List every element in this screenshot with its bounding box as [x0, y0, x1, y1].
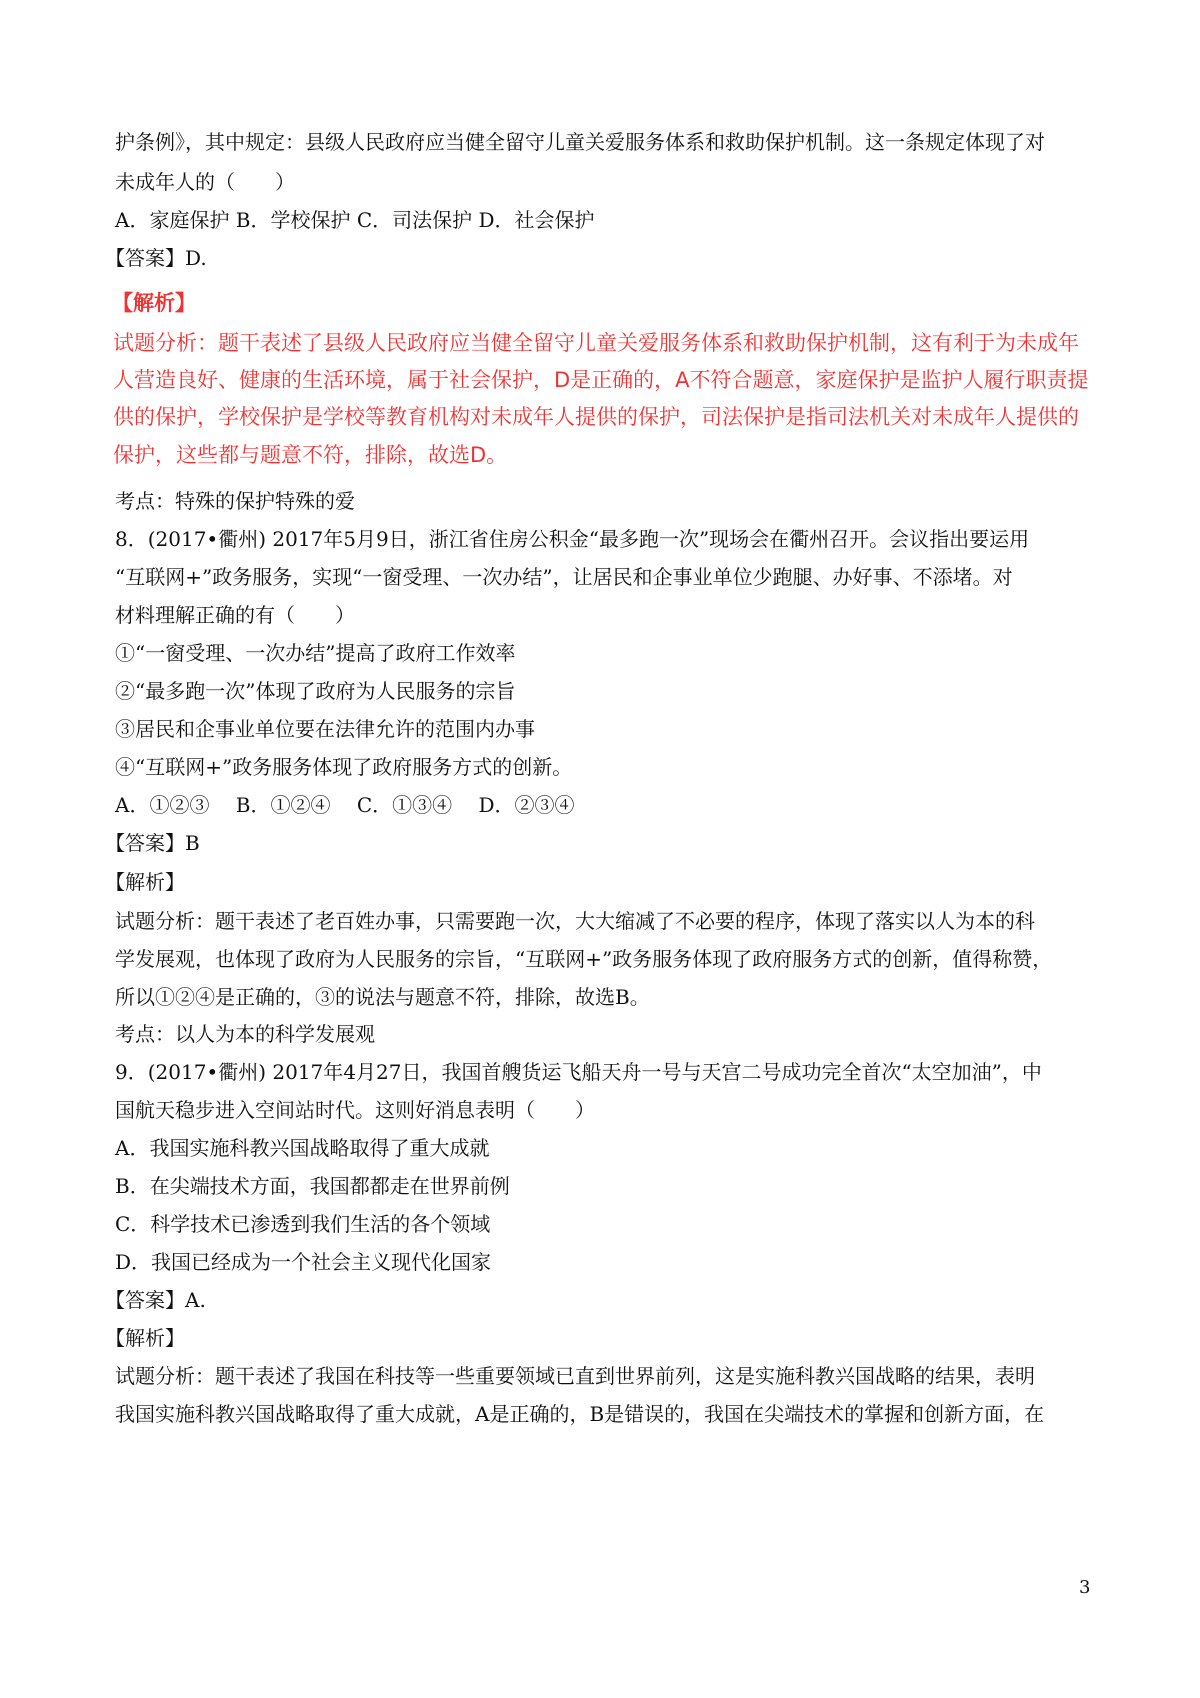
- q8-analysis-heading: 【解析】: [105, 870, 185, 894]
- q8-statement-4: ④“互联网+”政务服务体现了政府服务方式的创新。: [115, 755, 573, 779]
- q7-answer: 【答案】D.: [105, 246, 207, 270]
- q8-analysis-line-3: 所以①②④是正确的，③的说法与题意不符，排除，故选B。: [115, 985, 650, 1009]
- q7-stem-line-1: 护条例》，其中规定：县级人民政府应当健全留守儿童关爱服务体系和救助保护机制。这一条规定体现了对: [115, 130, 1045, 154]
- q8-statement-2: ②“最多跑一次”体现了政府为人民服务的宗旨: [115, 679, 516, 703]
- q8-stem-line-2: “互联网+”政务服务，实现“一窗受理、一次办结”，让居民和企事业单位少跑腿、办好事、不添堵。对: [115, 565, 1013, 589]
- q9-option-b: B．在尖端技术方面，我国都都走在世界前例: [115, 1174, 510, 1198]
- q8-stem-line-1: 8．(2017•衢州) 2017年5月9日，浙江省住房公积金“最多跑一次”现场会在衢州召开。会议指出要运用: [115, 527, 1030, 551]
- q8-statement-1: ①“一窗受理、一次办结”提高了政府工作效率: [115, 641, 516, 665]
- q9-stem-line-1: 9．(2017•衢州) 2017年4月27日，我国首艘货运飞船天舟一号与天宫二号成功完全首次“太空加油”，中: [115, 1060, 1042, 1084]
- q9-analysis-heading: 【解析】: [105, 1326, 185, 1350]
- q7-stem-line-2: 未成年人的（ ）: [115, 170, 295, 194]
- q9-option-d: D．我国已经成为一个社会主义现代化国家: [115, 1250, 492, 1274]
- q7-analysis-line-3: 供的保护，学校保护是学校等教育机构对未成年人提供的保护，司法保护是指司法机关对未成年人提供的: [113, 405, 1079, 429]
- q9-stem-line-2: 国航天稳步进入空间站时代。这则好消息表明（ ）: [115, 1098, 595, 1122]
- q8-key-point: 考点：以人为本的科学发展观: [115, 1022, 375, 1046]
- q8-statement-3: ③居民和企事业单位要在法律允许的范围内办事: [115, 717, 535, 741]
- q8-stem-line-3: 材料理解正确的有（ ）: [115, 603, 355, 627]
- page-number: 3: [1079, 1577, 1091, 1598]
- q9-option-a: A．我国实施科教兴国战略取得了重大成就: [115, 1136, 490, 1160]
- q7-analysis-line-1: 试题分析：题干表述了县级人民政府应当健全留守儿童关爱服务体系和救助保护机制，这有利于为未成年: [113, 331, 1079, 355]
- q8-options: A．①②③ B．①②④ C．①③④ D．②③④: [115, 793, 575, 817]
- q9-analysis-line-2: 我国实施科教兴国战略取得了重大成就，A是正确的，B是错误的，我国在尖端技术的掌握和创新方面，在: [115, 1402, 1045, 1426]
- q9-answer: 【答案】A.: [105, 1288, 206, 1312]
- q7-analysis-line-2: 人营造良好、健康的生活环境，属于社会保护，D是正确的，A不符合题意，家庭保护是监护人履行职责提: [113, 368, 1089, 392]
- q9-option-c: C．科学技术已渗透到我们生活的各个领域: [115, 1212, 491, 1236]
- q8-analysis-line-2: 学发展观，也体现了政府为人民服务的宗旨，“互联网+”政务服务体现了政府服务方式的创新，值得称赞，: [115, 947, 1053, 971]
- q7-analysis-heading: 【解析】: [112, 291, 196, 315]
- q7-key-point: 考点：特殊的保护特殊的爱: [115, 489, 355, 513]
- q7-analysis-line-4: 保护，这些都与题意不符，排除，故选D。: [113, 443, 508, 467]
- q7-options: A．家庭保护 B．学校保护 C．司法保护 D．社会保护: [115, 208, 595, 232]
- q8-analysis-line-1: 试题分析：题干表述了老百姓办事，只需要跑一次，大大缩减了不必要的程序，体现了落实以人为本的科: [115, 909, 1035, 933]
- q8-answer: 【答案】B: [105, 831, 200, 855]
- q9-analysis-line-1: 试题分析：题干表述了我国在科技等一些重要领域已直到世界前列，这是实施科教兴国战略的结果，表明: [115, 1364, 1035, 1388]
